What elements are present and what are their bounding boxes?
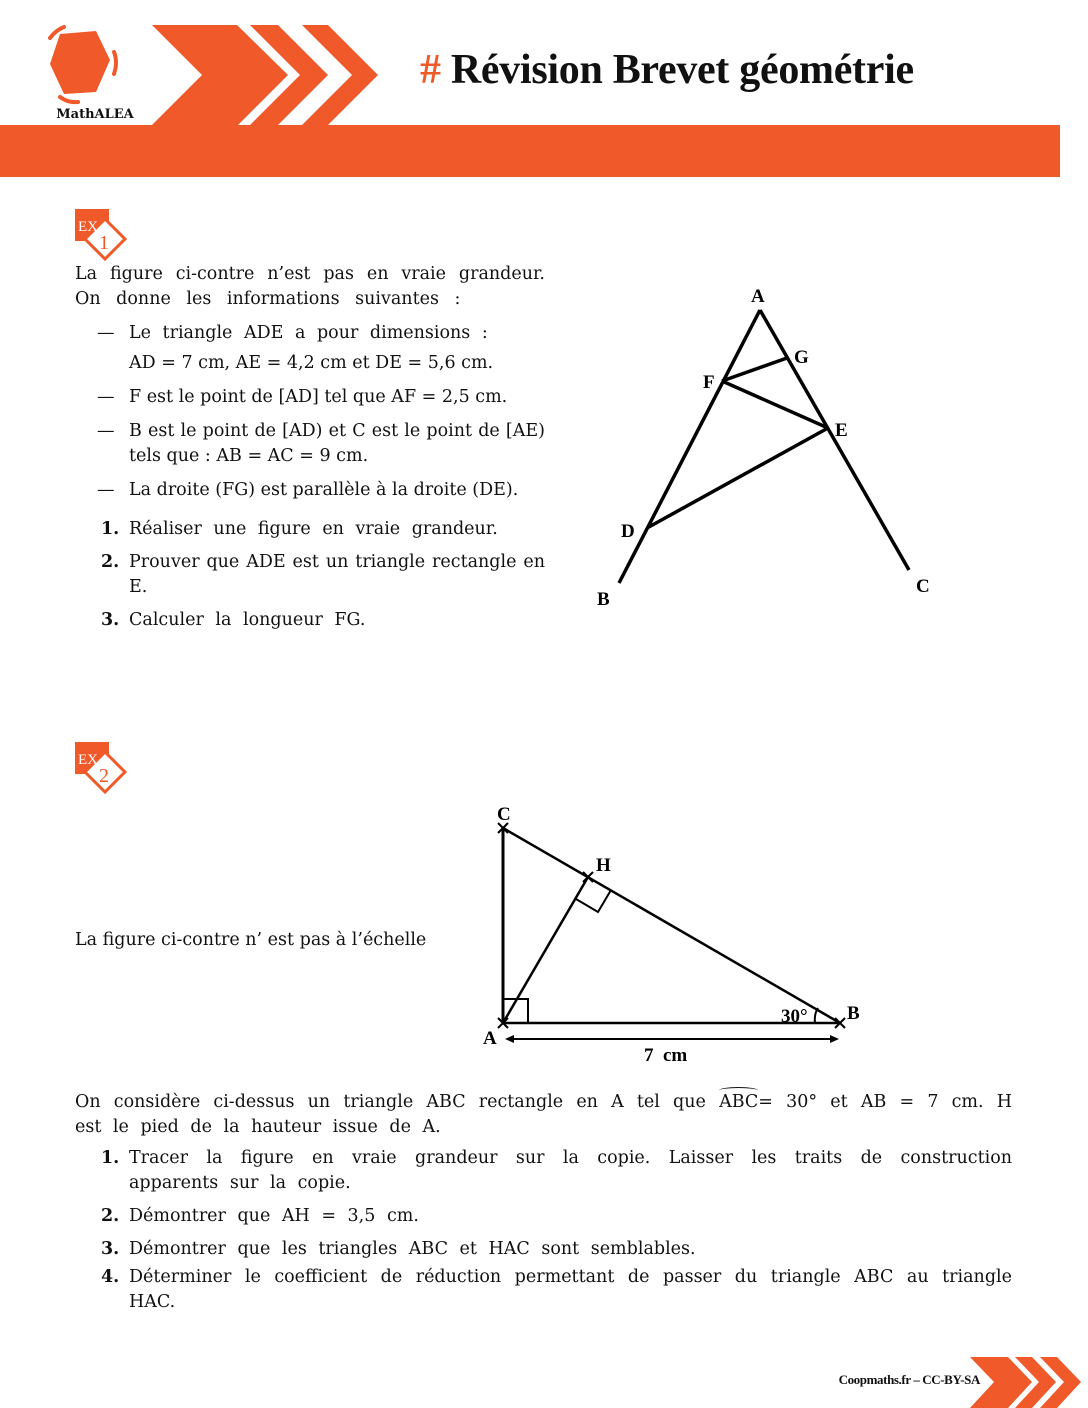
fact-text: AD = 7 cm, AE = 4,2 cm et DE = 5,6 cm. [129,353,494,373]
intro-line: La figure ci-contre n’est pas en vraie grandeur. [75,264,545,284]
dash-mark: — [97,387,115,407]
title-text: Révision Brevet géométrie [450,47,914,93]
question-number: 4. [101,1267,120,1287]
svg-text:1: 1 [99,232,109,254]
statement-part2: = 30° et AB = 7 cm. H est le pied de la hauteur issue de A. [75,1092,1012,1137]
figure-1-triangle-diagram [580,280,980,620]
question-text: Tracer la figure en vraie grandeur sur la copie. Laisser les traits de construction apparents sur la copie. [129,1148,1012,1193]
question-text: Calculer la longueur FG. [129,610,366,630]
point-label-b: B [597,589,610,610]
header-chevrons-icon [0,0,400,130]
fact-text: Le triangle ADE a pour dimensions : [129,323,488,343]
dash-mark: — [97,323,115,343]
question-item [75,1265,1012,1315]
fact-text: F est le point de [AD] tel que AF = 2,5 cm. [129,387,508,407]
footer-license: Coopmaths.fr – CC-BY-SA [838,1372,980,1387]
point-label-e: E [835,420,848,441]
statement-part1: On considère ci-dessus un triangle ABC rectangle en A tel que [75,1092,706,1112]
question-number: 1. [101,519,120,539]
point-label-b: B [847,1003,860,1024]
header-bar [0,125,1060,177]
page-title [420,46,914,94]
question-number: 3. [101,1239,120,1259]
length-label: 7 cm [644,1045,688,1066]
exercise-2 [0,735,1088,1335]
figure-note: La figure ci-contre n’ est pas à l’échelle [75,930,427,950]
point-label-d: D [621,521,635,542]
question-text: Démontrer que les triangles ABC et HAC sont semblables. [129,1239,696,1259]
question-item [75,1204,1012,1229]
svg-text:EX: EX [78,219,98,235]
intro-line: On donne les informations suivantes : [75,289,461,309]
question-text: Prouver que ADE est un triangle rectangle en E. [129,552,545,597]
logo-text: MathALEA [56,107,134,122]
question-item [75,517,545,542]
svg-text:EX: EX [78,752,98,768]
fact-item [75,419,545,469]
question-item [75,1237,1012,1262]
point-label-c: C [497,804,511,825]
question-number: 3. [101,610,120,630]
fact-item [75,385,545,410]
point-label-f: F [703,372,715,393]
exercise-1-text [75,262,545,641]
question-text: Démontrer que AH = 3,5 cm. [129,1206,419,1226]
fact-item [75,478,545,503]
svg-text:2: 2 [99,765,109,787]
figure-2-right-triangle-diagram [470,790,870,1080]
point-label-h: H [596,855,611,876]
exercise-badge-icon [75,209,135,269]
fact-item [75,321,545,376]
exercise-2-text [75,1090,1012,1318]
fact-text: B est le point de [AD) et C est le point de [AE) tels que : AB = AC = 9 cm. [129,421,545,466]
exercise-1 [0,200,1088,720]
question-item [75,550,545,600]
title-hash: # [420,47,441,93]
fact-text: La droite (FG) est parallèle à la droite (DE). [129,480,519,500]
dash-mark: — [97,421,115,441]
statement [75,1090,1012,1140]
point-label-c: C [916,576,930,597]
footer-chevrons-icon [970,1355,1088,1408]
question-text: Réaliser une figure en vraie grandeur. [129,519,498,539]
question-text: Déterminer le coefficient de réduction permettant de passer du triangle ABC au triangle HAC. [129,1267,1012,1312]
angle-label: 30° [781,1006,808,1027]
dash-mark: — [97,480,115,500]
question-item [75,1146,1012,1196]
exercise-badge-icon [75,742,135,802]
point-label-a: A [751,286,765,307]
question-number: 2. [101,1206,120,1226]
question-number: 2. [101,552,120,572]
question-number: 1. [101,1148,120,1168]
question-item [75,608,545,633]
point-label-a: A [483,1028,497,1049]
header [0,0,1088,180]
point-label-g: G [794,347,809,368]
angle-abc: ABC [719,1090,758,1115]
